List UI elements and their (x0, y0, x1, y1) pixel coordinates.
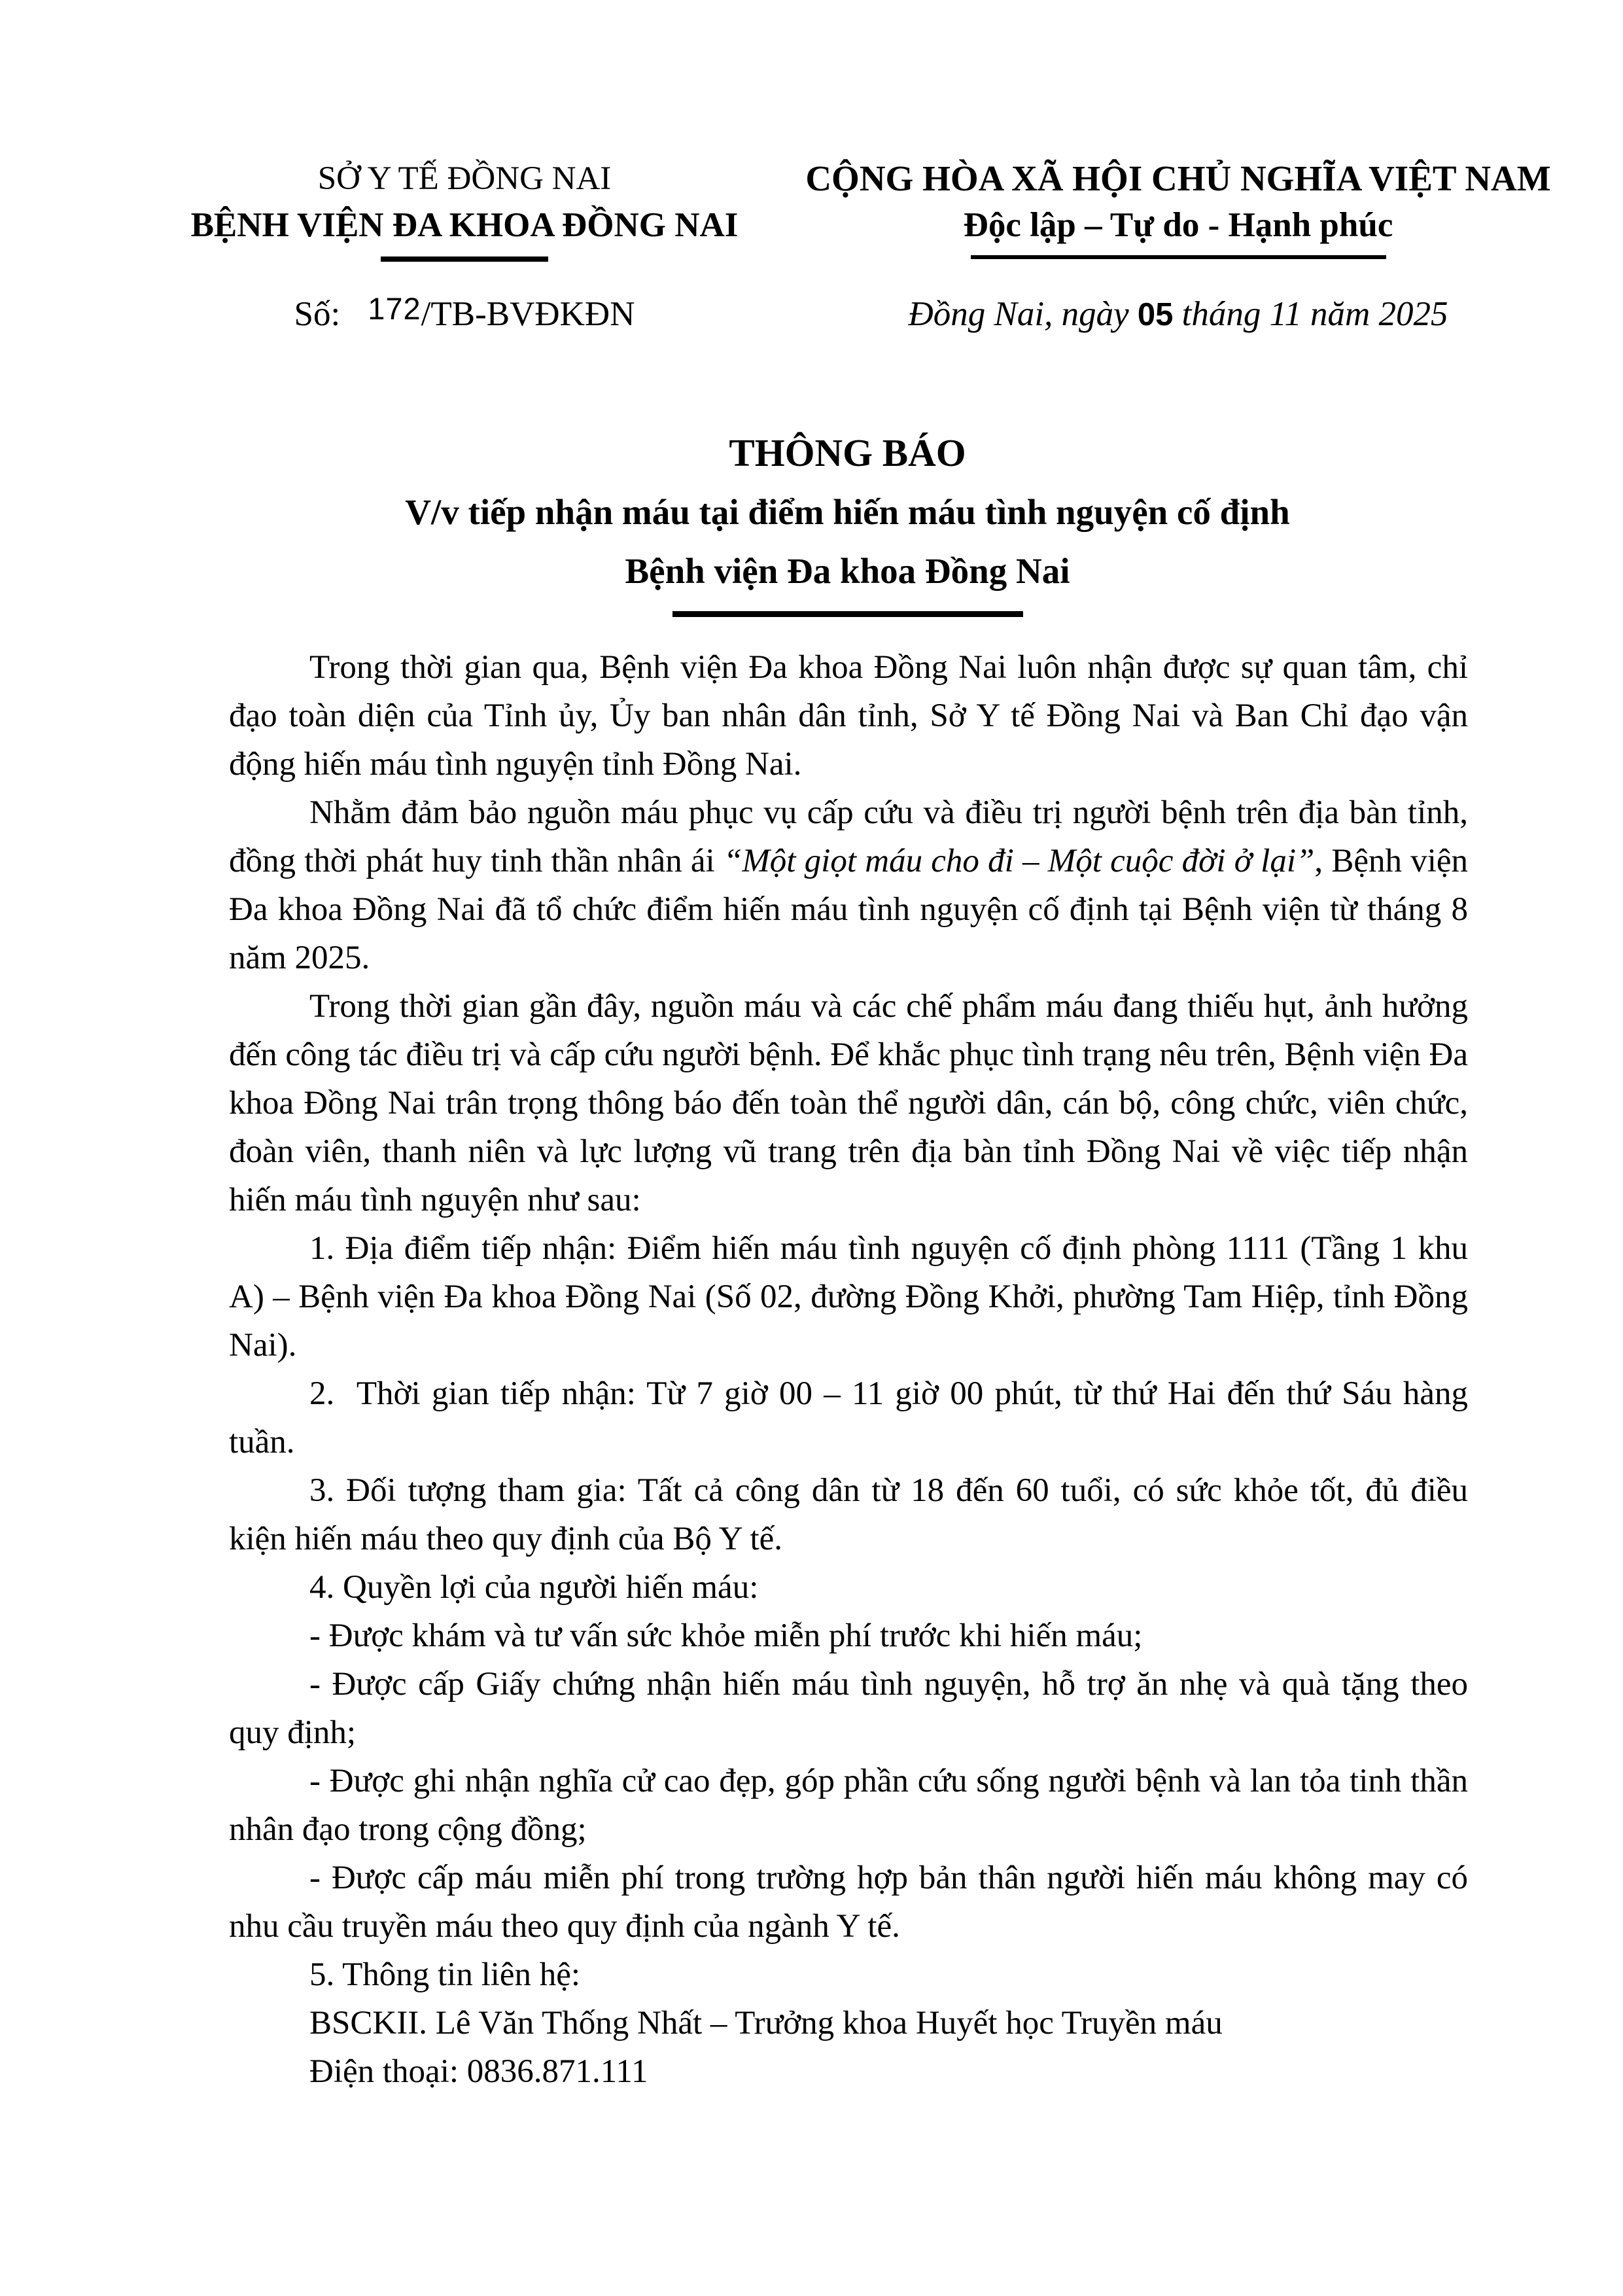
hospital-name: BỆNH VIỆN ĐA KHOA ĐỒNG NAI (190, 206, 739, 244)
motto-underline-rule (971, 255, 1386, 259)
national-motto-block (786, 156, 1571, 262)
context-text-start: Nhằm đảm bảo nguồn máu phục vụ cấp cứu và điều trị người bệnh trên địa bàn tỉnh, đồng thời phát huy tinh thần nhân ái (229, 794, 1468, 879)
list-item-benefits-heading: 4. Quyền lợi của người hiến máu: (309, 1569, 759, 1606)
list-item-time: 2. Thời gian tiếp nhận: Từ 7 giờ 00 – 11 giờ 00 phút, từ thứ Hai đến thứ Sáu hàng tuần. (229, 1375, 1468, 1460)
document-number (157, 291, 772, 338)
subject-line-1: V/v tiếp nhận máu tại điểm hiến máu tình nguyện cố định (405, 492, 1290, 532)
benefit-item-certificate: - Được cấp Giấy chứng nhận hiến máu tình nguyện, hỗ trợ ăn nhẹ và quà tặng theo quy định; (229, 1666, 1468, 1751)
document-title: THÔNG BÁO (729, 431, 966, 474)
date-suffix: tháng 11 năm 2025 (1173, 295, 1448, 333)
parent-org-name: SỞ Y TẾ ĐỒNG NAI (317, 160, 612, 197)
list-item-location: 1. Địa điểm tiếp nhận: Điểm hiến máu tình nguyện cố định phòng 1111 (Tầng 1 khu A) – Bệnh viện Đa khoa Đồng Nai (Số 02, đường Đồng Khởi, phường Tam Hiệp, tỉnh Đồng Nai). (229, 1230, 1468, 1364)
national-title: CỘNG HÒA XÃ HỘI CHỦ NGHĨA VIỆT NAM (805, 158, 1551, 198)
issuing-org-block (157, 156, 772, 262)
subject-line-2: Bệnh viện Đa khoa Đồng Nai (625, 551, 1070, 591)
paragraph-intro: Trong thời gian qua, Bệnh viện Đa khoa Đồng Nai luôn nhận được sự quan tâm, chỉ đạo toàn diện của Tỉnh ủy, Ủy ban nhân dân tỉnh, Sở Y tế Đồng Nai và Ban Chỉ đạo vận động hiến máu tình nguyện tỉnh Đồng Nai. (229, 649, 1468, 783)
doc-number-label: Số: (294, 295, 341, 333)
contact-person: BSCKII. Lê Văn Thống Nhất – Trưởng khoa Huyết học Truyền máu (309, 2005, 1223, 2041)
title-block (229, 423, 1466, 617)
org-underline-rule (381, 256, 548, 262)
title-underline-rule (672, 611, 1023, 617)
doc-number-suffix: /TB-BVĐKĐN (421, 295, 635, 333)
list-item-contact-heading: 5. Thông tin liên hệ: (309, 1956, 581, 1993)
date-day-value: 05 (1137, 297, 1174, 332)
paragraph-context (229, 788, 1468, 982)
slogan-quote: “Một giọt máu cho đi – Một cuộc đời ở lại” (723, 843, 1315, 879)
contact-phone: Điện thoại: 0836.871.111 (309, 2053, 648, 2090)
document-meta-row (0, 262, 1623, 338)
benefit-item-checkup: - Được khám và tư vấn sức khỏe miễn phí trước khi hiến máu; (309, 1617, 1143, 1654)
national-motto: Độc lập – Tự do - Hạnh phúc (963, 206, 1393, 244)
benefit-item-free-blood: - Được cấp máu miễn phí trong trường hợp bản thân người hiến máu không may có nhu cầu truyền máu theo quy định của ngành Y tế. (229, 1860, 1468, 1945)
list-item-participants: 3. Đối tượng tham gia: Tất cả công dân từ 18 đến 60 tuổi, có sức khỏe tốt, đủ điều kiện hiến máu theo quy định của Bộ Y tế. (229, 1472, 1468, 1557)
document-body (229, 643, 1468, 2096)
benefit-item-recognition: - Được ghi nhận nghĩa cử cao đẹp, góp phần cứu sống người bệnh và lan tỏa tinh thần nhân đạo trong cộng đồng; (229, 1763, 1468, 1848)
doc-number-value: 172 (368, 291, 421, 326)
context-text-end: , Bệnh viện Đa khoa Đồng Nai đã tổ chức điểm hiến máu tình nguyện cố định tại Bệnh viện từ tháng 8 năm 2025. (229, 843, 1469, 976)
document-header (0, 0, 1623, 262)
date-place-prefix: Đồng Nai, ngày (908, 295, 1138, 333)
paragraph-announcement: Trong thời gian gần đây, nguồn máu và các chế phẩm máu đang thiếu hụt, ảnh hưởng đến công tác điều trị và cấp cứu người bệnh. Để khắc phục tình trạng nêu trên, Bệnh viện Đa khoa Đồng Nai trân trọng thông báo đến toàn thể người dân, cán bộ, công chức, viên chức, đoàn viên, thanh niên và lực lượng vũ trang trên địa bàn tỉnh Đồng Nai về việc tiếp nhận hiến máu tình nguyện như sau: (229, 988, 1468, 1218)
date-line (786, 291, 1571, 338)
